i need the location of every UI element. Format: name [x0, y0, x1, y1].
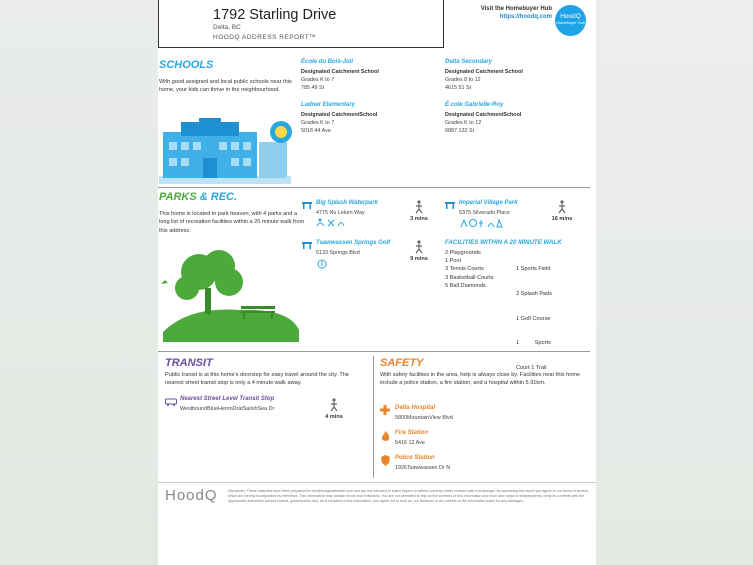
report-page [158, 0, 596, 565]
hoodq-logo: HoodQ [165, 487, 218, 504]
background-right [596, 0, 753, 565]
safety-facility-name[interactable]: Fire Station [395, 430, 429, 436]
hub-logo-text: HoodQ [560, 13, 581, 20]
facility-item: 1 Sports [516, 340, 551, 347]
park-bench-icon [445, 201, 455, 209]
parks-title-a: PARKS [159, 191, 197, 203]
facility-item: Court 1 Trail [516, 364, 547, 371]
walking-person-icon [329, 398, 339, 412]
schools-title: SCHOOLS [159, 59, 214, 71]
police-badge-icon [381, 455, 390, 466]
hub-logo-subtext: Homebuyer Hub [555, 20, 586, 25]
park-illustration [159, 244, 301, 344]
hub-link[interactable]: https://hoodq.com [499, 14, 552, 20]
transit-stop-title[interactable]: Nearest Street Level Transit Stop [180, 396, 275, 402]
schools-description: With good assigned and local public schools near this home, your kids can thrive in the neighbourhood. [159, 79, 292, 94]
school-name[interactable]: É cole Gabrielle-Roy [445, 102, 504, 108]
school-grades: Grades K to 12 [445, 120, 482, 127]
park-amenity-icons [316, 218, 346, 227]
walk-time: 4 mins [325, 414, 343, 420]
facilities-list-left [445, 249, 494, 290]
transit-stop-name: WestboundBlueHeronDratSalishSea Dr [180, 406, 275, 412]
safety-description: With safety facilities in the area, help is always close by. Facilities near this home include a police station, a fire station, and a hospital within 5.91km. [380, 372, 581, 387]
walking-person-icon [414, 200, 424, 214]
walking-person-icon [414, 240, 424, 254]
safety-facility-name[interactable]: Delta Hospital [395, 405, 436, 411]
walking-person-icon [557, 200, 567, 214]
section-divider [158, 351, 590, 352]
facility-item: 1 Sports Field [516, 266, 551, 273]
background-left [0, 0, 158, 565]
school-info [445, 68, 523, 93]
school-info [445, 111, 521, 136]
park-address: 5375 Silverado Place [459, 210, 510, 216]
parks-title [159, 191, 237, 203]
school-type: Designated CatchmentSchool [301, 112, 378, 118]
transit-title: TRANSIT [165, 357, 213, 369]
school-building-illustration [159, 118, 295, 184]
parks-description: This home is located in park heaven, with 4 parks and a long list of recreation facilities within a 20 minute walk from this address. [159, 211, 305, 234]
school-address: 785 49 St [301, 85, 325, 92]
footer-divider [158, 482, 596, 483]
fire-icon [381, 431, 390, 442]
walk-time: 16 mins [551, 216, 573, 222]
school-name[interactable]: Ladner Elementary [301, 102, 356, 108]
safety-facility-address: 1926Tsawwassen Dr N [395, 465, 451, 471]
school-grades: Grades 8 to 12 [445, 77, 481, 84]
safety-facility-name[interactable]: Police Station [395, 455, 435, 461]
park-name[interactable]: Imperial Village Park [459, 200, 518, 206]
school-type: Designated CatchmentSchool [445, 112, 522, 118]
hub-logo[interactable] [555, 5, 586, 36]
facility-item: 5 Ball Diamonds [445, 282, 486, 289]
school-type: Designated Catchment School [301, 69, 379, 75]
park-bench-icon [302, 201, 312, 209]
section-divider [158, 187, 590, 188]
transit-description: Public transit is at this home's doorstep for easy travel around the city. The nearest street transit stop is only a 4 minute walk away. [165, 372, 349, 387]
bus-icon [165, 398, 177, 406]
school-name[interactable]: Delta Secondary [445, 59, 493, 65]
park-address: 5133 Springs Blvd [316, 250, 360, 256]
safety-title: SAFETY [380, 357, 424, 369]
walk-time: 3 mins [410, 216, 428, 222]
facility-item: 3 Splash Pads [516, 291, 553, 298]
park-bench-icon [302, 241, 312, 249]
column-divider [373, 356, 374, 478]
school-type: Designated Catchment School [445, 69, 523, 75]
address-city: Delta, BC [213, 24, 241, 31]
safety-facility-address: 5800MountainView Blvd [395, 415, 453, 421]
golf-icon [317, 259, 327, 269]
park-address: 4775 Nu Lelum Way [316, 210, 365, 216]
hospital-cross-icon [380, 405, 390, 415]
park-amenity-icons [459, 218, 507, 228]
disclaimer-text: Disclaimer: These materials have been prepared for info@hoogreatestate.com and are not intended to solicit buyers or sellers currently under contract with a brokerage. By accessing this report you agree to our terms of service, which are hereby incorporated by reference. This information may contain errors and omissions. You are not permitted to rely on the contents of this information and must take steps to independently verify its contents with the appropriate authorities (school boards, governments etc). As a recipient of this information, you agree not to hold us, our licensors or the owners of the information liable for any damages. [228, 489, 590, 503]
school-info [301, 68, 379, 93]
park-name[interactable]: Tsawwassen Springs Golf [316, 240, 391, 246]
walk-time: 9 mins [410, 256, 428, 262]
facility-item: 1 Golf Course [516, 315, 551, 322]
report-label: HOODQ ADDRESS REPORT™ [213, 34, 317, 41]
school-address: 6887 132 St [445, 128, 475, 135]
school-grades: Grades K to 7 [301, 120, 335, 127]
school-address: 4615 51 St [445, 85, 472, 92]
facility-item: 3 Basketball Courts [445, 274, 494, 281]
school-name[interactable]: École du Bois-Joli [301, 59, 354, 65]
school-grades: Grades K to 7 [301, 77, 335, 84]
facility-item: 2 Playgrounds [445, 250, 481, 256]
park-name[interactable]: Big Splash Waterpark [316, 200, 378, 206]
address-street: 1792 Starling Drive [213, 7, 337, 23]
facility-item: 3 Tennis Courts [445, 266, 484, 273]
facility-item: 1 Pool [445, 258, 461, 265]
hub-text: Visit the Homebuyer Hub [480, 6, 552, 12]
parks-title-b: & REC. [199, 191, 238, 203]
facilities-list-right [516, 249, 552, 388]
school-address: 5016 44 Ave [301, 128, 331, 135]
safety-facility-address: 5416 12 Ave [395, 440, 425, 446]
facilities-title: FACILITIES WITHIN A 20 MINUTE WALK [445, 239, 562, 246]
school-info [301, 111, 377, 136]
